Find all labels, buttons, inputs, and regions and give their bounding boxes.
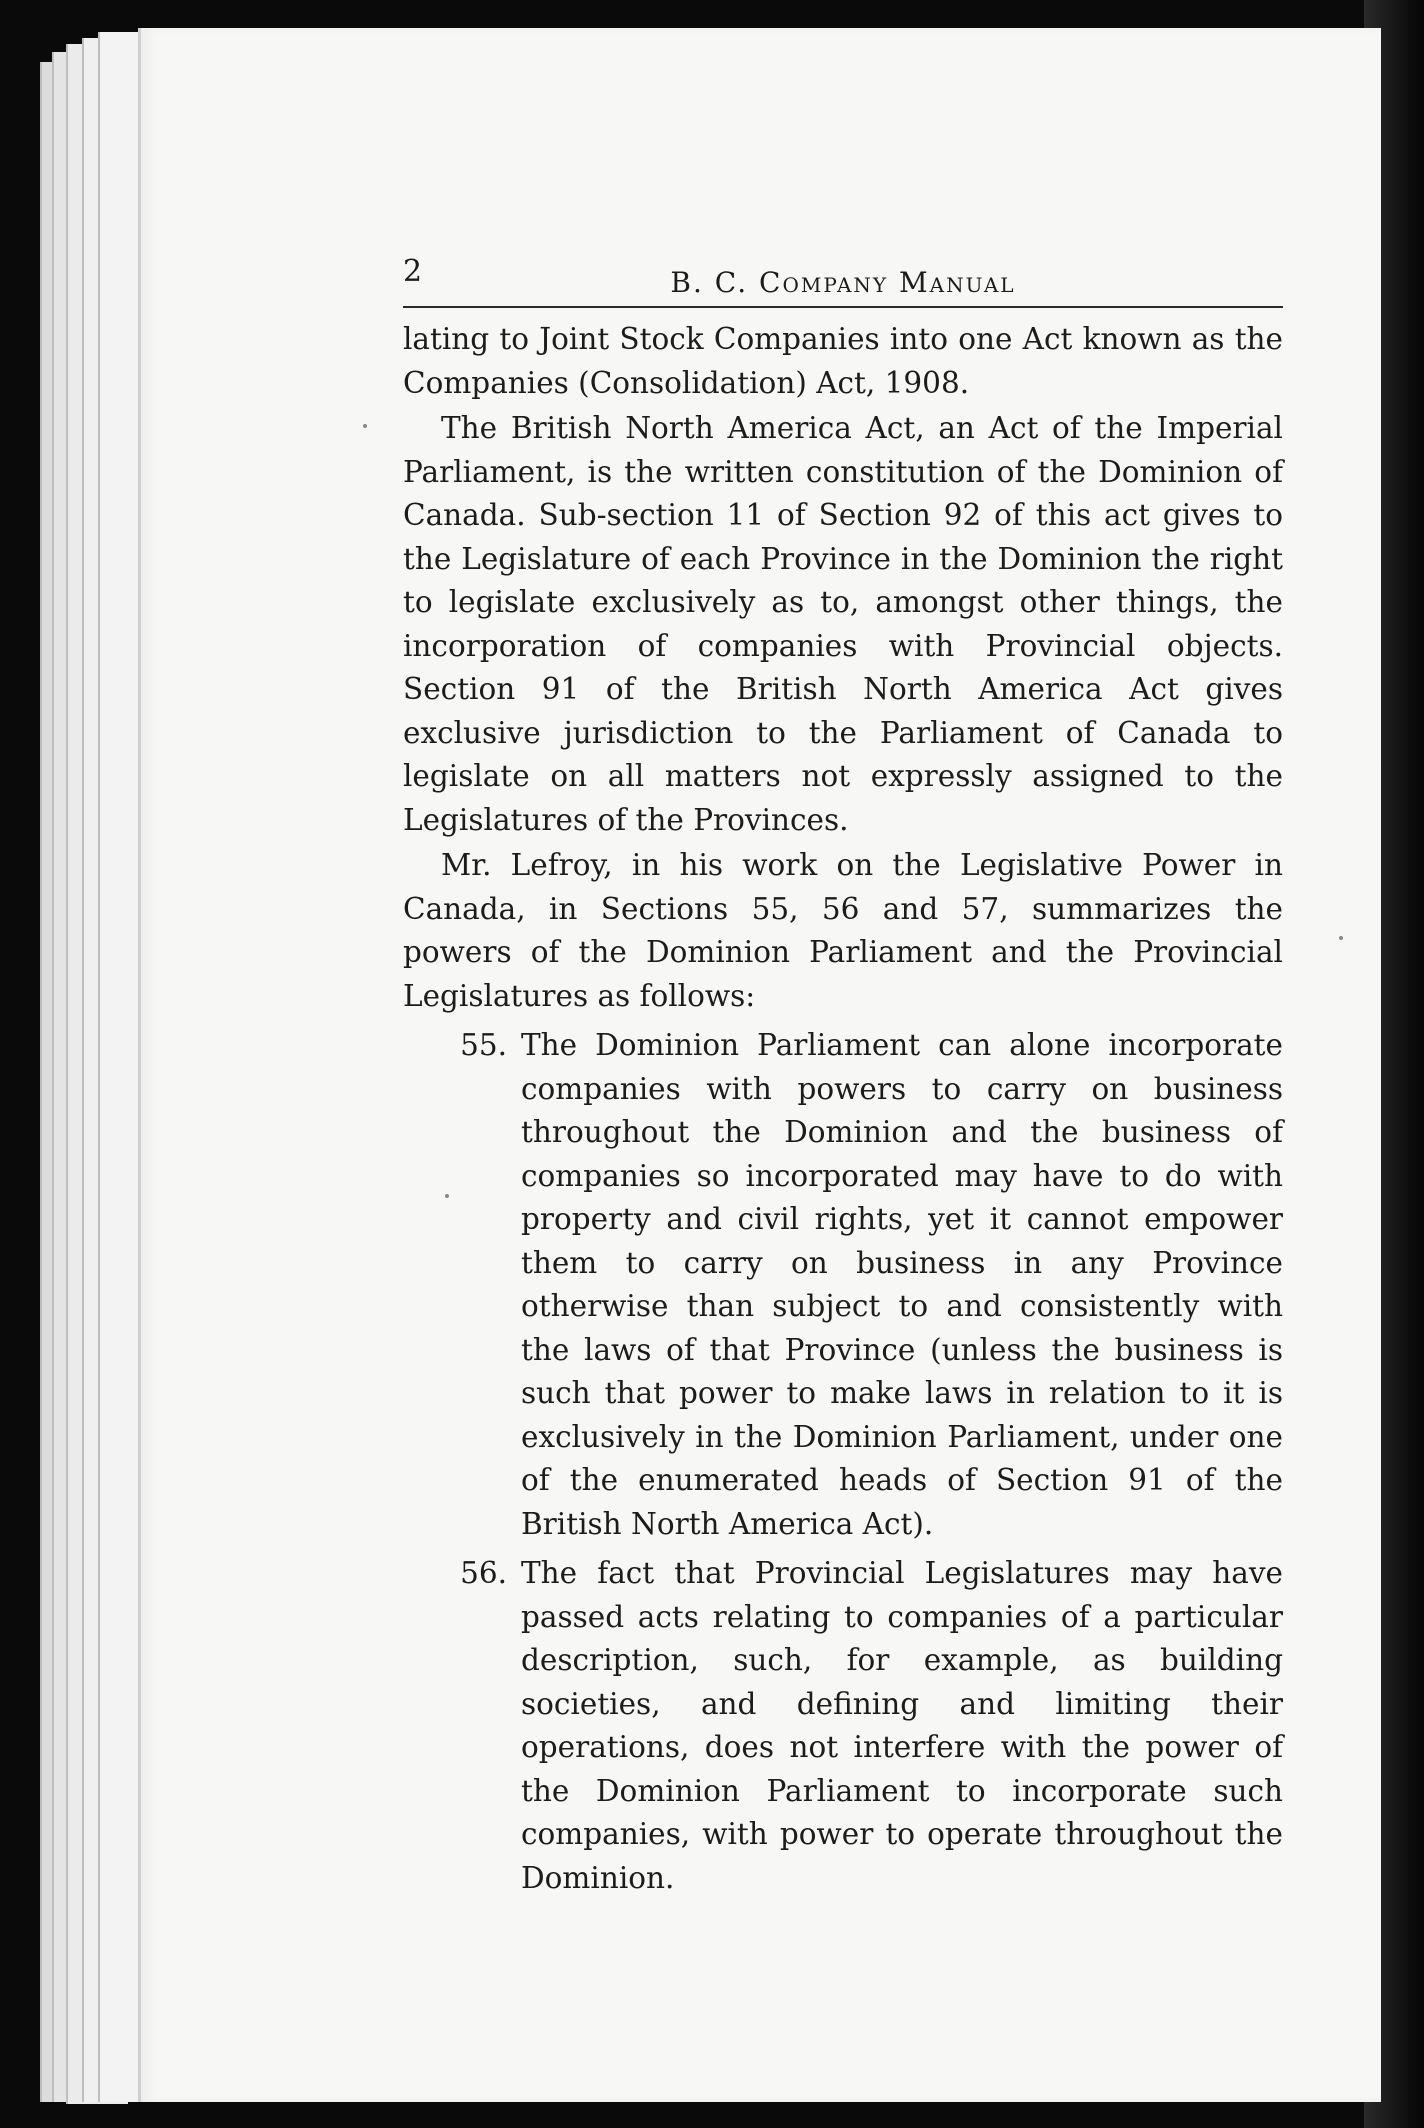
section-text: The Dominion Parliament can alone incorporate companies with powers to carry on business throughout the Dominion and the business of companies so incorporated may have to do with property and civil rights, yet it cannot empower them to carry on business in any Province otherwise than subject to and consistently with the laws of that Province (unless the business is such that power to make laws in relation to it is exclusively in the Dominion Parliament, under one of the enumerated heads of Section 91 of the British North America Act). bbox=[521, 1028, 1283, 1541]
section-text: The fact that Provincial Legislatures may have passed acts relating to companies of a particular description, such, for example, as building societies, and defining and limiting their operations, does not interfere with the power of the Dominion Parliament to incorporate such companies, with power to operate throughout the Dominion. bbox=[521, 1556, 1283, 1895]
running-head bbox=[403, 250, 1283, 308]
speck bbox=[1339, 936, 1343, 940]
page-content bbox=[403, 250, 1283, 1900]
speck bbox=[363, 424, 367, 428]
section-number: 56. bbox=[460, 1556, 507, 1590]
numbered-section bbox=[403, 1024, 1283, 1546]
section-number: 55. bbox=[460, 1028, 507, 1062]
paragraph: The British North America Act, an Act of the Imperial Parliament, is the written constitution of the Dominion of Canada. Sub-section 11 of Section 92 of this act gives to the Legislature of each Province in the Dominion the right to legislate exclusively as to, amongst other things, the incorporation of companies with Provincial objects. Section 91 of the British North America Act gives exclusive jurisdiction to the Parliament of Canada to legislate on all matters not expressly assigned to the Legislatures of the Provinces. bbox=[403, 411, 1283, 837]
body-text bbox=[403, 318, 1283, 1900]
book-page bbox=[138, 28, 1381, 2102]
page-number: 2 bbox=[403, 254, 423, 289]
numbered-section bbox=[403, 1552, 1283, 1900]
paragraph: lating to Joint Stock Companies into one Act known as the Companies (Consolidation) Act, 1908. bbox=[403, 322, 1283, 400]
paragraph: Mr. Lefroy, in his work on the Legislative Power in Canada, in Sections 55, 56 and 57, summarizes the powers of the Dominion Parliament and the Provincial Legislatures as follows: bbox=[403, 848, 1283, 1013]
running-title: B. C. Company Manual bbox=[670, 266, 1016, 299]
